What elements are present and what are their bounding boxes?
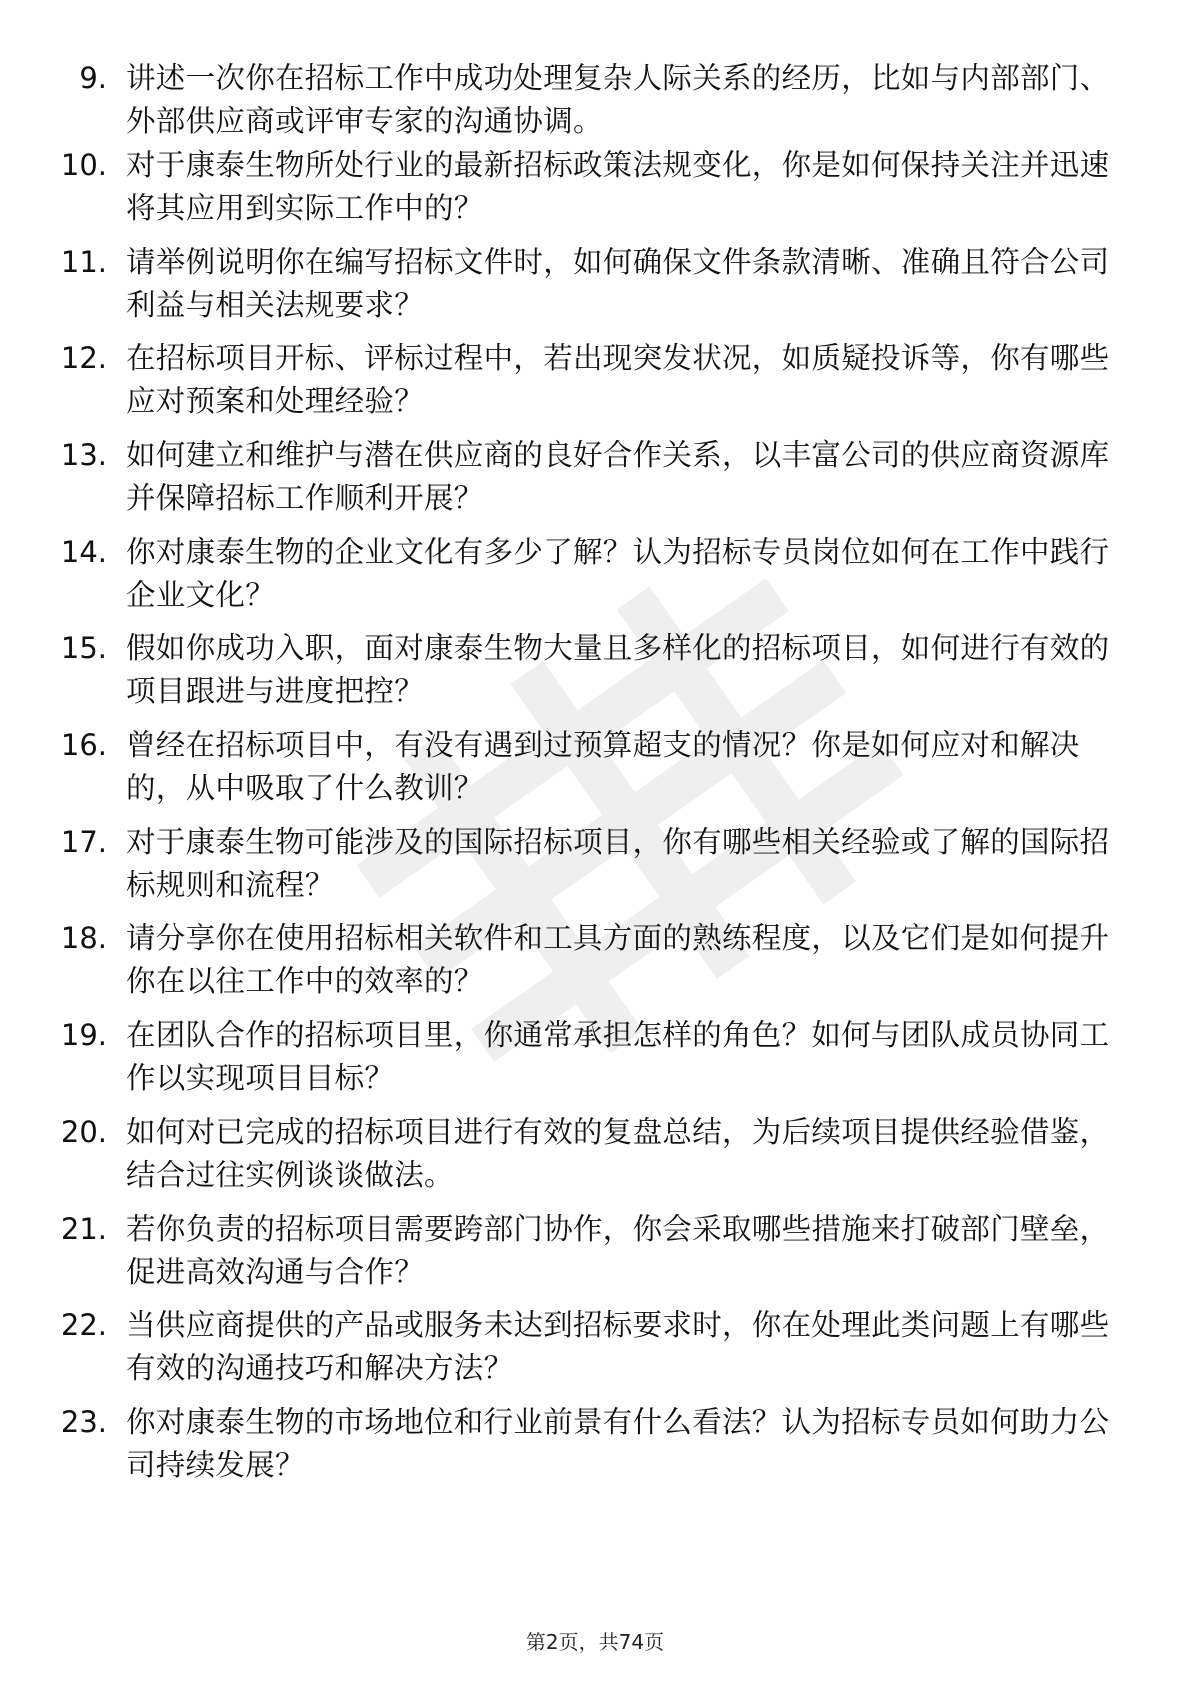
question-text: 对于康泰生物所处行业的最新招标政策法规变化，你是如何保持关注并迅速将其应用到实际工作中的？ <box>126 148 1110 225</box>
question-number: 17. <box>60 825 107 859</box>
question-number: 22. <box>60 1308 107 1342</box>
question-number: 11. <box>60 245 107 279</box>
list-item <box>0 531 1190 621</box>
list-item <box>0 1304 1190 1394</box>
list-item <box>0 627 1190 717</box>
question-number: 15. <box>60 631 107 665</box>
question-text: 如何对已完成的招标项目进行有效的复盘总结，为后续项目提供经验借鉴，结合过往实例谈谈做法。 <box>126 1115 1110 1192</box>
list-item <box>0 1111 1190 1201</box>
question-number: 19. <box>60 1018 107 1052</box>
list-item <box>0 1208 1190 1298</box>
list-item <box>0 434 1190 524</box>
list-item <box>0 917 1190 1007</box>
question-number: 14. <box>60 535 107 569</box>
list-item <box>0 144 1190 234</box>
question-text: 你对康泰生物的企业文化有多少了解？认为招标专员岗位如何在工作中践行企业文化？ <box>126 535 1110 612</box>
question-text: 你对康泰生物的市场地位和行业前景有什么看法？认为招标专员如何助力公司持续发展？ <box>126 1405 1110 1482</box>
page-footer: 第2页，共74页 <box>525 1630 665 1654</box>
question-text: 假如你成功入职，面对康泰生物大量且多样化的招标项目，如何进行有效的项目跟进与进度把控？ <box>126 631 1110 708</box>
question-number: 20. <box>60 1115 107 1149</box>
list-item <box>0 337 1190 427</box>
question-text: 对于康泰生物可能涉及的国际招标项目，你有哪些相关经验或了解的国际招标规则和流程？ <box>126 825 1110 902</box>
list-item <box>0 724 1190 814</box>
question-text: 请分享你在使用招标相关软件和工具方面的熟练程度，以及它们是如何提升你在以往工作中的效率的？ <box>126 921 1110 998</box>
list-item <box>0 241 1190 331</box>
question-number: 13. <box>60 438 107 472</box>
question-number: 12. <box>60 341 107 375</box>
question-number: 9. <box>79 61 107 95</box>
question-number: 18. <box>60 921 107 955</box>
question-text: 请举例说明你在编写招标文件时，如何确保文件条款清晰、准确且符合公司利益与相关法规要求？ <box>126 245 1110 322</box>
question-text: 曾经在招标项目中，有没有遇到过预算超支的情况？你是如何应对和解决的，从中吸取了什么教训？ <box>126 728 1080 805</box>
list-item <box>0 1014 1190 1104</box>
question-text: 在招标项目开标、评标过程中，若出现突发状况，如质疑投诉等，你有哪些应对预案和处理经验？ <box>126 341 1110 418</box>
question-text: 讲述一次你在招标工作中成功处理复杂人际关系的经历，比如与内部部门、外部供应商或评审专家的沟通协调。 <box>126 61 1110 138</box>
list-item <box>0 821 1190 911</box>
question-text: 如何建立和维护与潜在供应商的良好合作关系，以丰富公司的供应商资源库并保障招标工作顺利开展？ <box>126 438 1110 515</box>
list-item <box>0 57 1190 147</box>
question-text: 当供应商提供的产品或服务未达到招标要求时，你在处理此类问题上有哪些有效的沟通技巧和解决方法？ <box>126 1308 1110 1385</box>
question-text: 在团队合作的招标项目里，你通常承担怎样的角色？如何与团队成员协同工作以实现项目目标？ <box>126 1018 1110 1095</box>
question-number: 16. <box>60 728 107 762</box>
question-number: 23. <box>60 1405 107 1439</box>
question-number: 10. <box>60 148 107 182</box>
question-number: 21. <box>60 1212 107 1246</box>
question-text: 若你负责的招标项目需要跨部门协作，你会采取哪些措施来打破部门壁垒，促进高效沟通与合作？ <box>126 1212 1110 1289</box>
list-item <box>0 1401 1190 1491</box>
